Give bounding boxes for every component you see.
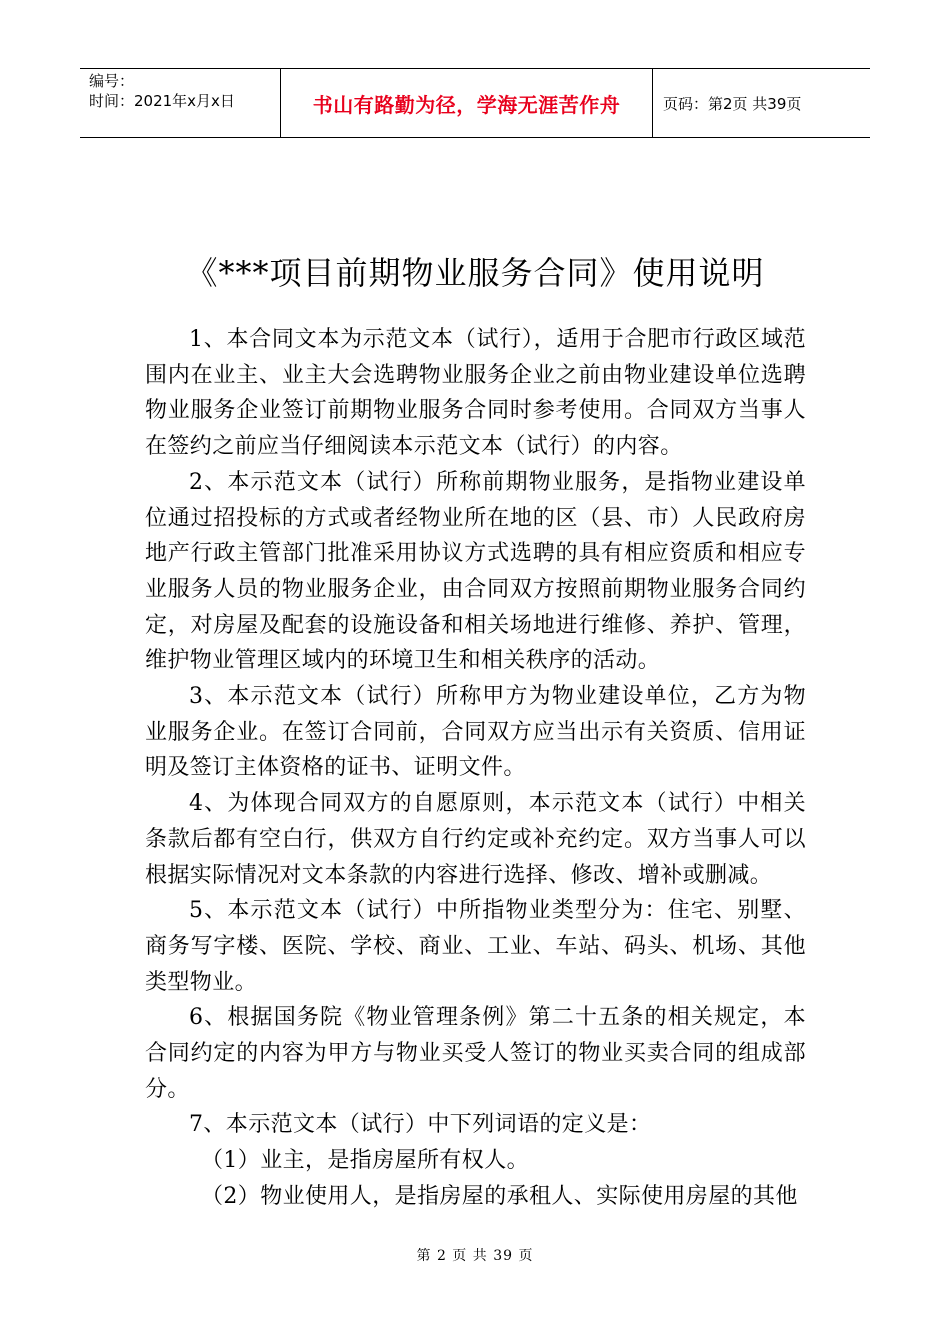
document-number-label: 编号：: [89, 72, 135, 90]
paragraph-2: 2、本示范文本（试行）所称前期物业服务，是指物业建设单位通过招投标的方式或者经物业所在地的区（县、市）人民政府房地产行政主管部门批准采用协议方式选聘的具有相应资质和相应专业服务人员的物业服务企业，由合同双方按照前期物业服务合同约定，对房屋及配套的设施设备和相关场地进行维修、养护、管理，维护物业管理区域内的环境卫生和相关秩序的活动。: [145, 469, 806, 674]
paragraph-7: 7、本示范文本（试行）中下列词语的定义是：: [189, 1112, 652, 1138]
paragraph-4: 4、为体现合同双方的自愿原则，本示范文本（试行）中相关条款后都有空白行，供双方自行约定或补充约定。双方当事人可以根据实际情况对文本条款的内容进行选择、修改、增补或删减。: [145, 791, 806, 888]
document-body: [145, 322, 806, 1215]
definition-1: （1）业主，是指房屋所有权人。: [201, 1148, 529, 1174]
header-page-info: 页码：第2页 共39页: [663, 94, 802, 113]
header-motto: 书山有路勤为径，学海无涯苦作舟: [312, 92, 621, 117]
paragraph-6: 6、根据国务院《物业管理条例》第二十五条的相关规定，本合同约定的内容为甲方与物业买受人签订的物业买卖合同的组成部分。: [145, 1005, 806, 1102]
paragraph-1: 1、本合同文本为示范文本（试行），适用于合肥市行政区域范围内在业主、业主大会选聘物业服务企业之前由物业建设单位选聘物业服务企业签订前期物业服务合同时参考使用。合同双方当事人在签约之前应当仔细阅读本示范文本（试行）的内容。: [145, 327, 806, 460]
document-date: 时间：2021年x月x日: [89, 92, 235, 110]
definition-2: （2）物业使用人，是指房屋的承租人、实际使用房屋的其他: [201, 1183, 798, 1209]
header-page-info-cell: [653, 69, 870, 137]
page-footer: 第 2 页 共 39 页: [416, 1248, 534, 1264]
header-meta: [80, 69, 280, 137]
paragraph-3: 3、本示范文本（试行）所称甲方为物业建设单位，乙方为物业服务企业。在签订合同前，合同双方应当出示有关资质、信用证明及签订主体资格的证书、证明文件。: [145, 684, 806, 781]
header-motto-cell: [280, 69, 653, 137]
paragraph-5: 5、本示范文本（试行）中所指物业类型分为：住宅、别墅、商务写字楼、医院、学校、商业、工业、车站、码头、机场、其他类型物业。: [145, 898, 806, 995]
document-title: 《***项目前期物业服务合同》使用说明: [185, 254, 765, 292]
header-table: [80, 68, 870, 138]
